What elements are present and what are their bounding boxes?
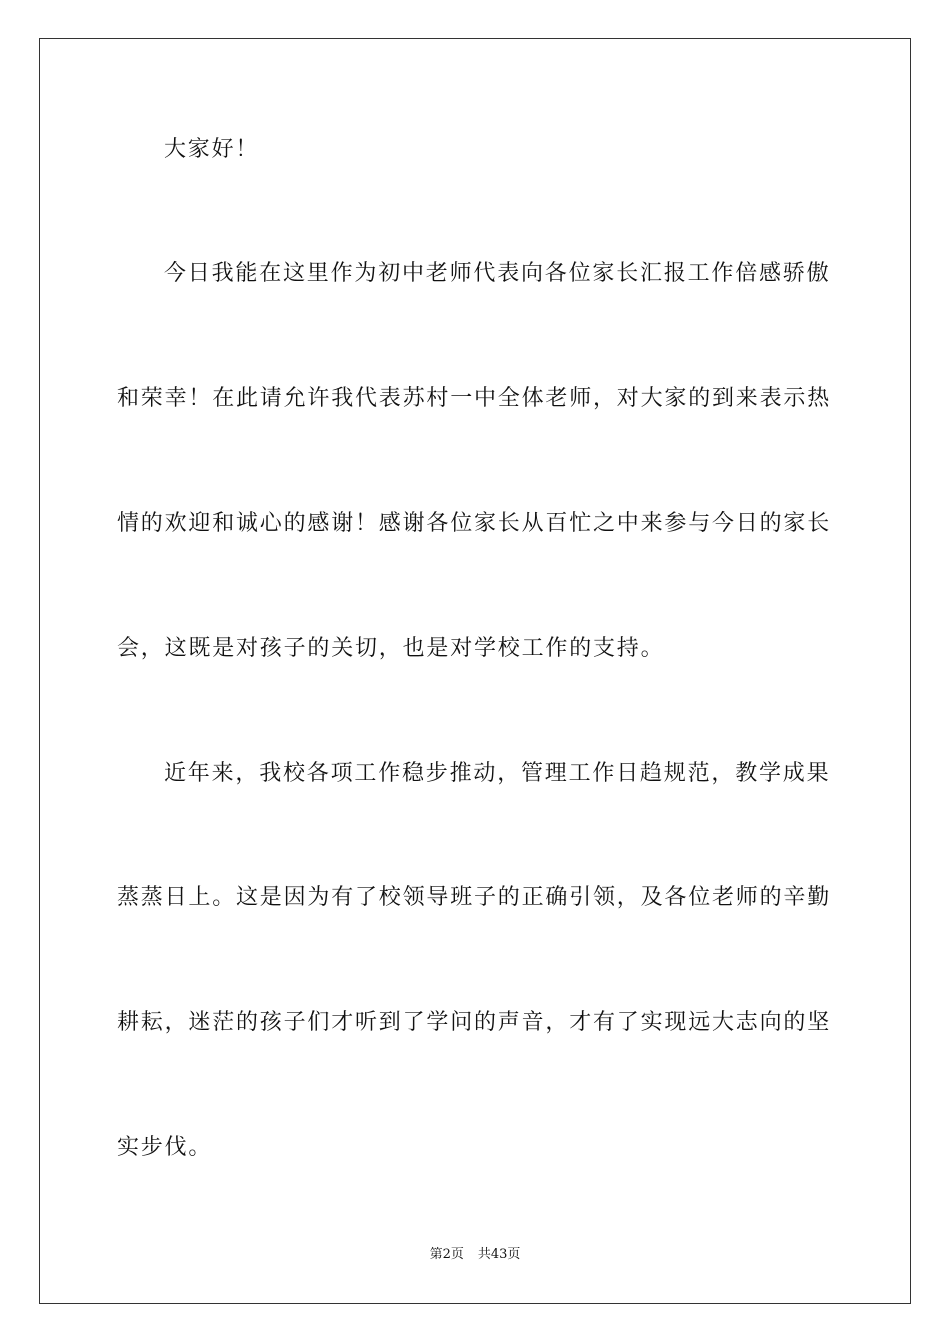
page-total: 共43页	[477, 1247, 521, 1262]
paragraph-2-line-4: 实步伐。	[117, 1135, 213, 1160]
paragraph-1-line-2: 和荣幸！在此请允许我代表苏村一中全体老师，对大家的到来表示热	[117, 386, 832, 411]
paragraph-2-line-1: 近年来，我校各项工作稳步推动，管理工作日趋规范，教学成果	[164, 761, 831, 786]
paragraph-1-line-4: 会，这既是对孩子的关切，也是对学校工作的支持。	[117, 636, 665, 661]
page-border	[39, 38, 911, 1304]
page-number: 第2页	[429, 1247, 464, 1262]
paragraph-1-line-3: 情的欢迎和诚心的感谢！感谢各位家长从百忙之中来参与今日的家长	[117, 511, 832, 536]
paragraph-2-line-2: 蒸蒸日上。这是因为有了校领导班子的正确引领，及各位老师的辛勤	[117, 885, 832, 910]
page-footer	[0, 1246, 950, 1264]
paragraph-1-line-1: 今日我能在这里作为初中老师代表向各位家长汇报工作倍感骄傲	[164, 261, 831, 286]
greeting-line: 大家好！	[164, 137, 260, 162]
paragraph-2-line-3: 耕耘，迷茫的孩子们才听到了学问的声音，才有了实现远大志向的坚	[117, 1010, 832, 1035]
